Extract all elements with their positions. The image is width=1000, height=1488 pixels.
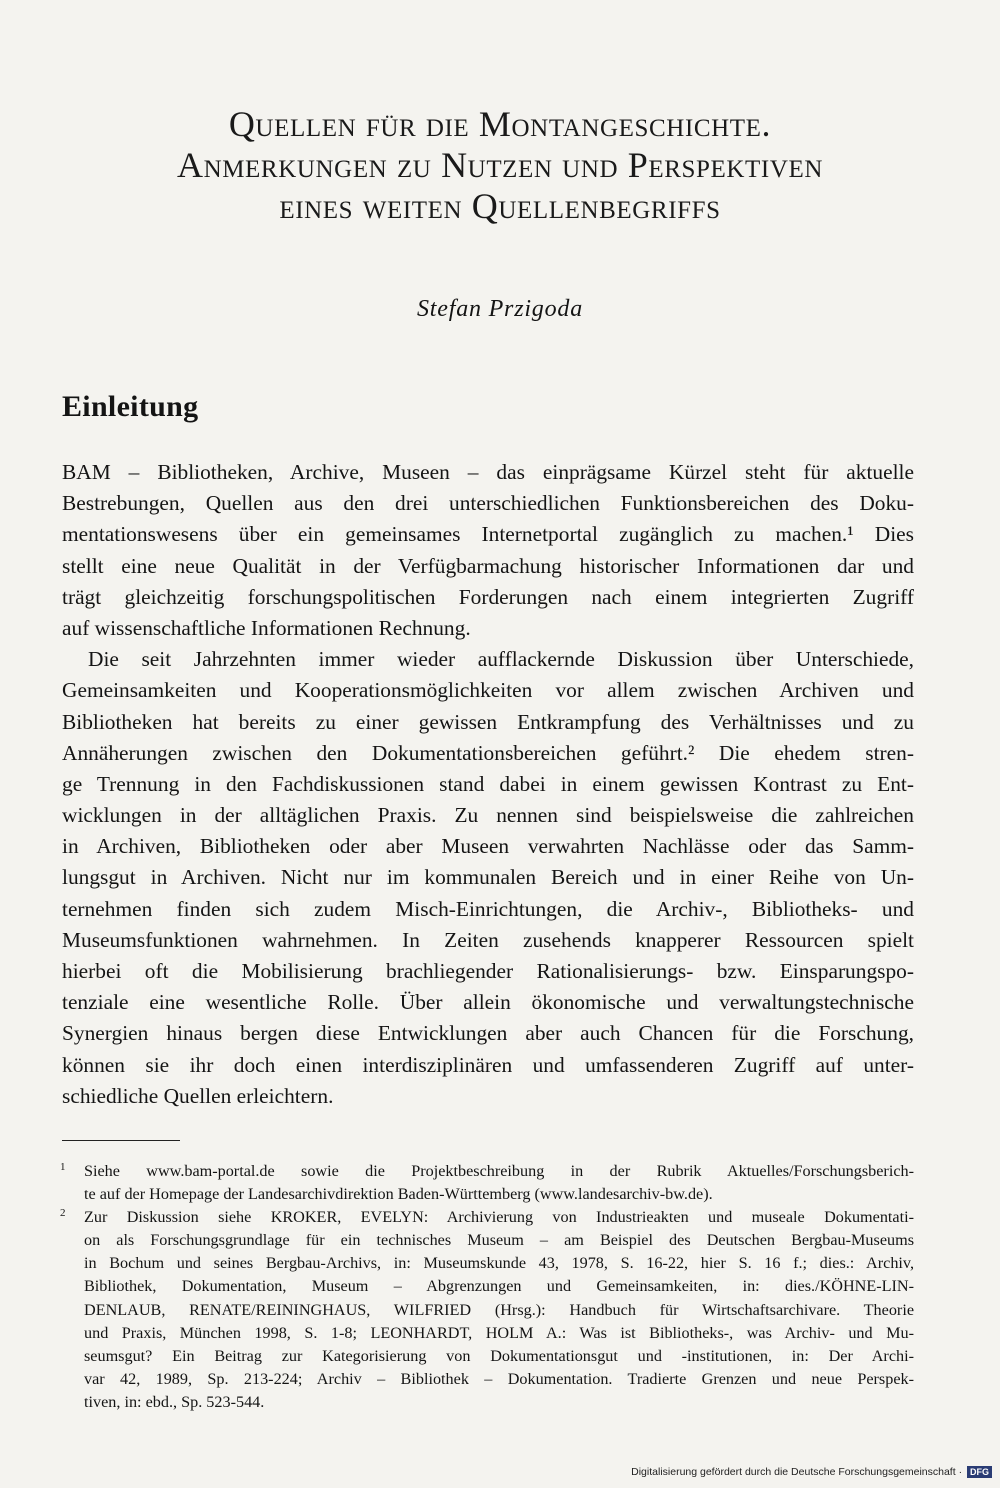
footnote-line: on als Forschungsgrundlage für ein technisches Museum – am Beispiel des Deutschen Bergbau-Museums: [84, 1231, 914, 1250]
author-name: Stefan Przigoda: [417, 296, 583, 322]
text-line: Bibliotheken hat bereits zu einer gewissen Entkrampfung des Verhältnisses und zu: [62, 709, 914, 734]
footnote-number: 1: [60, 1161, 66, 1173]
text-line: Museumsfunktionen wahrnehmen. In Zeiten zusehends knapperer Ressourcen spielt: [62, 927, 914, 952]
text-line: Annäherungen zwischen den Dokumentationsbereichen geführt.² Die ehedem stren-: [62, 740, 914, 765]
body-text: [62, 457, 914, 1112]
digitization-footer: [631, 1466, 992, 1478]
title-line-3: eines weiten Quellenbegriffs: [279, 186, 721, 226]
footer-text: Digitalisierung gefördert durch die Deutsche Forschungsgemeinschaft: [631, 1466, 956, 1478]
text-line: mentationswesens über ein gemeinsames Internetportal zugänglich zu machen.¹ Dies: [62, 522, 914, 547]
footnote-line: Siehe www.bam-portal.de sowie die Projektbeschreibung in der Rubrik Aktuelles/Forschungsberich-: [84, 1162, 914, 1180]
footnote-number: 2: [60, 1207, 66, 1220]
text-line: schiedliche Quellen erleichtern.: [62, 1083, 334, 1108]
title-line-2: Anmerkungen zu Nutzen und Perspektiven: [176, 145, 824, 185]
footnote-line: Bibliothek, Dokumentation, Museum – Abgrenzungen und Gemeinsamkeiten, in: dies./KÖHNE-LIN-: [84, 1277, 914, 1296]
footnote-line: Zur Diskussion siehe KROKER, EVELYN: Archivierung von Industrieakten und museale Dokumentati-: [84, 1208, 914, 1227]
text-line: auf wissenschaftliche Informationen Rechnung.: [62, 615, 471, 640]
text-line: lungsgut in Archiven. Nicht nur im kommunalen Bereich und in einer Reihe von Un-: [62, 865, 914, 890]
footer-separator: ·: [958, 1466, 963, 1478]
section-heading: Einleitung: [62, 390, 199, 423]
footnote-line: und Praxis, München 1998, S. 1-8; LEONHARDT, HOLM A.: Was ist Bibliotheks-, was Archiv- und Mu-: [84, 1323, 914, 1342]
footnote-line: tiven, in: ebd., Sp. 523-544.: [84, 1392, 265, 1411]
text-line: Synergien hinaus bergen diese Entwicklungen aber auch Chancen für die Forschung,: [62, 1021, 914, 1046]
text-line: wicklungen in der alltäglichen Praxis. Zu nennen sind beispielsweise die zahlreichen: [62, 803, 914, 828]
text-line: ternehmen finden sich zudem Misch-Einrichtungen, die Archiv-, Bibliotheks- und: [62, 896, 914, 921]
text-line: ge Trennung in den Fachdiskussionen stand dabei in einem gewissen Kontrast zu Ent-: [62, 771, 914, 796]
article-title: [0, 104, 1000, 227]
footnote-line: seumsgut? Ein Beitrag zur Kategorisierung von Dokumentationsgut und -institutionen, in: Der Archi-: [84, 1346, 914, 1365]
text-line: Bestrebungen, Quellen aus den drei unterschiedlichen Funktionsbereichen des Doku-: [62, 491, 914, 516]
text-line: tenziale eine wesentliche Rolle. Über allein ökonomische und verwaltungstechnische: [62, 990, 914, 1015]
paragraph-2: [62, 644, 914, 1112]
footnote-line: te auf der Homepage der Landesarchivdirektion Baden-Württemberg (www.landesarchiv-bw.de).: [84, 1185, 713, 1204]
footnote-line: DENLAUB, RENATE/REININGHAUS, WILFRIED (Hrsg.): Handbuch für Wirtschaftsarchivare. Theorie: [84, 1300, 914, 1319]
text-line: BAM – Bibliotheken, Archive, Museen – das einprägsame Kürzel steht für aktuelle: [62, 460, 914, 484]
text-line: können sie ihr doch einen interdisziplinären und umfassenderen Zugriff auf unter-: [62, 1052, 914, 1077]
footnote-1: [62, 1160, 914, 1206]
text-line: hierbei oft die Mobilisierung brachliegender Rationalisierungs- bzw. Einsparungspo-: [62, 959, 914, 983]
text-line: stellt eine neue Qualität in der Verfügbarmachung historischer Informationen dar und: [62, 553, 914, 578]
text-line: Gemeinsamkeiten und Kooperationsmöglichkeiten vor allem zwischen Archiven und: [62, 678, 914, 703]
footnote-line: var 42, 1989, Sp. 213-224; Archiv – Bibliothek – Dokumentation. Tradierte Grenzen und neue Perspek-: [84, 1369, 914, 1388]
paragraph-1: [62, 457, 914, 644]
footnote-rule: [62, 1140, 180, 1141]
dfg-logo: DFG: [967, 1466, 992, 1478]
text-line: trägt gleichzeitig forschungspolitischen Forderungen nach einem integrierten Zugriff: [62, 584, 914, 609]
footnote-line: in Bochum und seines Bergbau-Archivs, in: Museumskunde 43, 1978, S. 16-22, hier S. 16 f.; dies.: Archiv,: [84, 1254, 914, 1273]
text-line: Die seit Jahrzehnten immer wieder aufflackernde Diskussion über Unterschiede,: [88, 647, 914, 672]
text-line: in Archiven, Bibliotheken oder aber Museen verwahrten Nachlässe oder das Samm-: [62, 834, 914, 859]
title-line-1: Quellen für die Montangeschichte.: [228, 104, 772, 144]
footnote-2: [62, 1206, 914, 1414]
footnotes: [62, 1160, 914, 1414]
